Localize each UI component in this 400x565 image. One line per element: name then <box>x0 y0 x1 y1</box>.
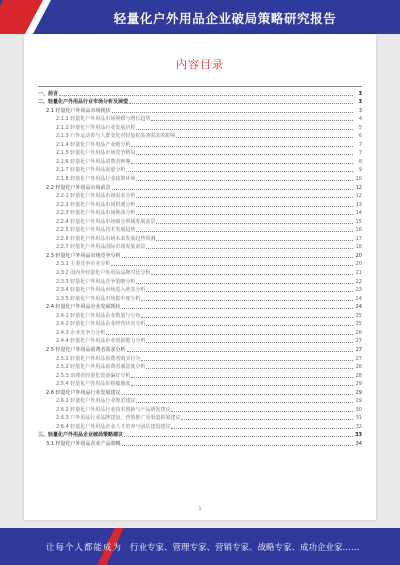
toc-entry[interactable] <box>38 131 362 140</box>
toc-entry[interactable] <box>38 267 362 276</box>
toc-entry-text: 一、前言 <box>38 90 59 97</box>
toc-entry-page: 29 <box>355 381 362 388</box>
page-number: 1 <box>198 506 202 512</box>
toc-entry[interactable] <box>38 319 362 328</box>
toc-leader-dots <box>131 146 353 147</box>
toc-entry-text: 2.4.1 轻量化户外用品企业数量与分布 <box>56 312 141 319</box>
toc-entry-page: 30 <box>355 406 362 413</box>
toc-page <box>24 34 376 520</box>
toc-entry-text: 2.6.3 户外用品行业品牌建设、营销推广及渠道拓展建议 <box>56 415 181 422</box>
toc-entry[interactable] <box>38 396 362 405</box>
toc-entry[interactable] <box>38 156 362 165</box>
toc-entry-page: 27 <box>355 355 362 362</box>
toc-entry-page: 22 <box>355 278 362 285</box>
toc-entry-text: 2.6.2 轻量化户外用品行业技术创新与产品研发建议 <box>56 406 171 413</box>
toc-entry-page: 24 <box>355 304 362 311</box>
toc-entry[interactable] <box>38 413 362 422</box>
toc-entry-text: 2.1.5 轻量化户外用品市场竞争格局 <box>56 150 136 157</box>
toc-entry-text: 2.5 轻量化户外用品消费者需求分析 <box>46 346 126 353</box>
toc-entry[interactable] <box>38 404 362 413</box>
toc-entry-page: 25 <box>355 312 362 319</box>
toc-leader-dots <box>146 325 353 326</box>
toc-entry[interactable] <box>38 199 362 208</box>
toc-leader-dots <box>136 283 353 284</box>
toc-entry-text: 2.3.1 主要竞争企业分析 <box>56 261 111 268</box>
toc-entry-text: 2.3.2 国内外轻量化户外用品品牌对比分析 <box>56 270 151 277</box>
toc-entry[interactable] <box>38 182 362 191</box>
toc-entry[interactable] <box>38 327 362 336</box>
toc-entry-text: 2.4.2 轻量化户外用品企业经营状况分析 <box>56 321 146 328</box>
toc-entry-page: 31 <box>355 415 362 422</box>
toc-leader-dots <box>136 154 353 155</box>
toc-entry-text: 2.2.7 轻量化户外用品国际市场发展前景 <box>56 244 146 251</box>
footer-slogan-left: 让每个人都能成为 <box>46 543 123 553</box>
toc-entry[interactable] <box>38 233 362 242</box>
toc-leader-dots <box>146 342 353 343</box>
toc-entry-text: 2.4.3 企业竞争力分析 <box>56 329 106 336</box>
toc-leader-dots <box>141 300 353 301</box>
toc-entry[interactable] <box>38 191 362 200</box>
toc-entry-page: 28 <box>355 372 362 379</box>
toc-leader-dots <box>141 317 353 318</box>
toc-leader-dots <box>136 214 353 215</box>
toc-entry-text: 3.1 轻量化户外用品企业产品策略 <box>46 440 121 447</box>
toc-entry-text: 2.2.5 轻量化户外用品技术发展趋势 <box>56 227 136 234</box>
toc-entry-page: 8 <box>358 158 362 165</box>
toc-entry-page: 20 <box>355 261 362 268</box>
toc-leader-dots <box>136 402 353 403</box>
toc-entry[interactable] <box>38 302 362 311</box>
toc-entry[interactable] <box>38 250 362 259</box>
toc-entry-page: 17 <box>355 235 362 242</box>
toc-entry[interactable] <box>38 259 362 268</box>
toc-entry-text: 2.5.1 轻量化户外用品消费者购买行为 <box>56 355 141 362</box>
toc-leader-dots <box>122 445 353 446</box>
toc-entry-page: 26 <box>355 329 362 336</box>
toc-entry-text: 2.3.4 轻量化户外用品市场进入壁垒分析 <box>56 287 146 294</box>
toc-entry-text: 2.2.3 轻量化户外用品市场挑战分析 <box>56 210 136 217</box>
toc-entry-page: 23 <box>355 287 362 294</box>
toc-entry-text: 2.2.2 轻量化户外用品市场机遇分析 <box>56 201 136 208</box>
toc-entry-text: 2.1.3 户外运动参与人群变化对轻量化装备需求的影响 <box>56 133 176 140</box>
toc-leader-dots <box>181 419 353 420</box>
report-footer-banner <box>0 528 400 565</box>
toc-leader-dots <box>122 257 353 258</box>
toc-entry-page: 12 <box>355 184 362 191</box>
toc-entry[interactable] <box>38 139 362 148</box>
toc-entry-text: 2.1 轻量化户外用品市场现状 <box>46 107 111 114</box>
report-title: 轻量化户外用品企业破局策略研究报告 <box>113 11 337 26</box>
toc-entry-page: 3 <box>358 107 362 114</box>
toc-leader-dots <box>129 103 353 104</box>
toc-leader-dots <box>141 360 353 361</box>
toc-entry-text: 2.4.4 轻量化户外用品企业创新能力分析 <box>56 338 146 345</box>
toc-entry[interactable] <box>38 285 362 294</box>
toc-leader-dots <box>136 129 353 130</box>
toc-entry[interactable] <box>38 421 362 430</box>
toc-entry[interactable] <box>38 370 362 379</box>
toc-entry-text: 2.1.1 轻量化户外用品市场规模与增长趋势 <box>56 116 151 123</box>
toc-leader-dots <box>131 385 353 386</box>
toc-entry-text: 2.3 轻量化户外用品市场竞争分析 <box>46 252 121 259</box>
toc-entry[interactable] <box>38 225 362 234</box>
toc-entry-page: 20 <box>355 252 362 259</box>
toc-entry-text: 2.6 轻量化户外用品行业发展建议 <box>46 389 121 396</box>
toc-entry-page: 4 <box>358 116 362 123</box>
toc-leader-dots <box>171 428 353 429</box>
toc-leader-dots <box>124 436 353 437</box>
toc-entry-text: 2.4 轻量化户外用品企业发展现状 <box>46 304 121 311</box>
toc-entry-page: 32 <box>355 423 362 430</box>
toc-entry[interactable] <box>38 379 362 388</box>
toc-entry-page: 16 <box>355 227 362 234</box>
toc-entry-text: 2.5.4 轻量化户外用品价格敏感度 <box>56 381 131 388</box>
toc-entry-page: 33 <box>355 432 362 439</box>
toc-entry[interactable] <box>38 148 362 157</box>
toc-leader-dots <box>136 197 353 198</box>
toc-entry-page: 3 <box>358 99 362 106</box>
toc-entry-text: 2.2.1 轻量化户外用品市场需求分析 <box>56 193 136 200</box>
toc-entry-page: 34 <box>355 440 362 447</box>
toc-leader-dots <box>136 206 353 207</box>
footer-slogan-right: 行业专家、管理专家、营销专家、战略专家、成功企业家…… <box>130 543 360 553</box>
toc-entry-text: 二、轻量化户外用品行业市场分析及展望 <box>38 99 129 106</box>
toc-entry[interactable] <box>38 293 362 302</box>
toc-leader-dots <box>112 112 353 113</box>
toc-entry[interactable] <box>38 88 362 97</box>
toc-leader-dots <box>176 137 353 138</box>
toc-entry[interactable] <box>38 208 362 217</box>
toc-entry-page: 6 <box>358 133 362 140</box>
toc-entry[interactable] <box>38 216 362 225</box>
toc-entry-text: 2.1.6 轻量化户外用品消费者画像 <box>56 158 131 165</box>
toc-leader-dots <box>59 95 353 96</box>
toc-entry-text: 2.5.3 消费者轻量化装备偏好分析 <box>56 372 131 379</box>
toc-entry[interactable] <box>38 173 362 182</box>
toc-entry-text: 2.2 轻量化户外用品市场前景 <box>46 184 111 191</box>
toc-entry-page: 15 <box>355 218 362 225</box>
toc-leader-dots <box>131 377 353 378</box>
toc-entry-page: 14 <box>355 210 362 217</box>
toc-leader-dots <box>122 308 353 309</box>
toc-entry-text: 2.2.6 轻量化户外用品市场未来发展趋势预测 <box>56 235 156 242</box>
toc-entry-text: 2.3.3 轻量化户外用品竞争策略分析 <box>56 278 136 285</box>
toc-entry[interactable] <box>38 97 362 106</box>
toc-leader-dots <box>171 411 353 412</box>
toc-entry-page: 27 <box>355 346 362 353</box>
toc-entry-text: 2.3.5 轻量化户外用品市场集中度分析 <box>56 295 141 302</box>
toc-entry-text: 2.1.8 轻量化户外用品行业政策环境 <box>56 176 136 183</box>
toc-entry-page: 7 <box>358 141 362 148</box>
toc-leader-dots <box>146 248 353 249</box>
toc-leader-dots <box>106 334 353 335</box>
toc-entry-page: 7 <box>358 150 362 157</box>
toc-entry-text: 2.1.4 轻量化户外用品产业链分析 <box>56 141 131 148</box>
toc-leader-dots <box>146 368 353 369</box>
toc-entry-page: 29 <box>355 398 362 405</box>
toc-entry[interactable] <box>38 438 362 447</box>
toc-leader-dots <box>111 265 353 266</box>
toc-entry-text: 2.2.4 轻量化户外用品市场细分领域发展前景 <box>56 218 156 225</box>
toc-entry[interactable] <box>38 122 362 131</box>
toc-entry-text: 2.1.2 轻量化户外用品行业发展历程 <box>56 124 136 131</box>
toc-entry[interactable] <box>38 165 362 174</box>
toc-entry[interactable] <box>38 387 362 396</box>
toc-leader-dots <box>131 163 353 164</box>
toc-entry-page: 25 <box>355 321 362 328</box>
toc-entry-page: 27 <box>355 338 362 345</box>
toc-entry-text: 2.6.4 轻量化户外用品企业人才培养与团队建设建议 <box>56 423 171 430</box>
toc-leader-dots <box>146 291 353 292</box>
toc-entry[interactable] <box>38 114 362 123</box>
toc-entry[interactable] <box>38 353 362 362</box>
toc-leader-dots <box>136 180 353 181</box>
toc-entry-page: 28 <box>355 364 362 371</box>
toc-entry-page: 13 <box>355 201 362 208</box>
toc-entry-page: 5 <box>358 124 362 131</box>
toc-entry-page: 3 <box>358 90 362 97</box>
toc-entry[interactable] <box>38 430 362 439</box>
toc-divider <box>38 86 362 87</box>
toc-entry-page: 9 <box>358 167 362 174</box>
toc-leader-dots <box>112 189 353 190</box>
report-header-banner <box>0 0 400 34</box>
toc-leader-dots <box>156 240 353 241</box>
toc-entry-text: 三、轻量化户外用品企业破局策略建议 <box>38 432 124 439</box>
toc-entry-text: 2.5.2 轻量化户外用品消费者满意度分析 <box>56 364 146 371</box>
toc-leader-dots <box>156 223 353 224</box>
toc-entry-page: 24 <box>355 295 362 302</box>
toc-entry-text: 2.6.1 轻量化户外用品行业规范建议 <box>56 398 136 405</box>
toc-entry-page: 12 <box>355 193 362 200</box>
toc-entry[interactable] <box>38 276 362 285</box>
toc-entry-text: 2.1.7 轻量化户外用品渠道分析 <box>56 167 126 174</box>
toc-leader-dots <box>136 231 353 232</box>
toc-leader-dots <box>151 274 353 275</box>
toc-title: 内容目录 <box>176 58 224 71</box>
toc-list <box>38 88 362 447</box>
toc-entry-page: 29 <box>355 389 362 396</box>
toc-entry-page: 21 <box>355 270 362 277</box>
toc-leader-dots <box>126 171 353 172</box>
toc-entry-page: 18 <box>355 244 362 251</box>
toc-entry[interactable] <box>38 362 362 371</box>
toc-entry-page: 10 <box>355 176 362 183</box>
toc-entry[interactable] <box>38 336 362 345</box>
toc-leader-dots <box>151 120 353 121</box>
toc-leader-dots <box>127 351 353 352</box>
toc-entry[interactable] <box>38 310 362 319</box>
toc-leader-dots <box>122 394 353 395</box>
toc-entry[interactable] <box>38 242 362 251</box>
toc-entry[interactable] <box>38 344 362 353</box>
toc-entry[interactable] <box>38 105 362 114</box>
